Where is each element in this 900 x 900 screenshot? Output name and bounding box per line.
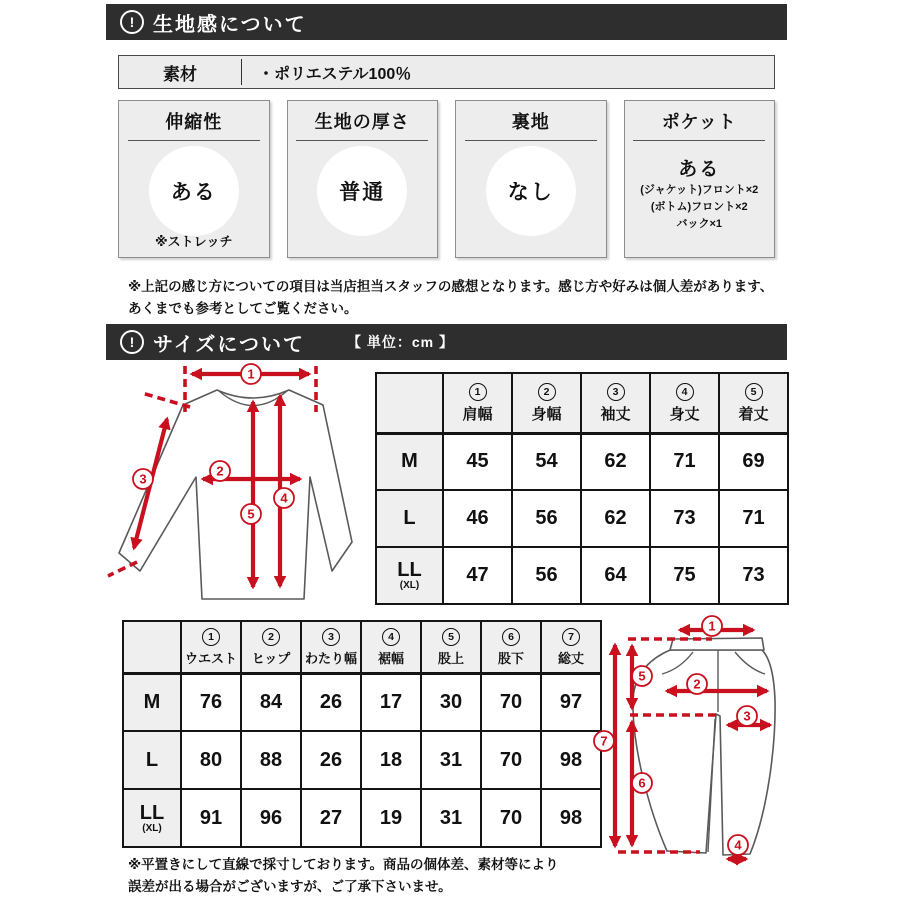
feature-value-circle: 普通 bbox=[317, 146, 407, 236]
measure-label-5 bbox=[632, 666, 652, 686]
measure-label-2 bbox=[210, 461, 230, 481]
measure-label-4 bbox=[728, 835, 748, 855]
corner-cell bbox=[376, 373, 443, 433]
value-cell: 73 bbox=[719, 547, 788, 604]
value-cell: 91 bbox=[181, 789, 241, 847]
value-cell: 54 bbox=[512, 433, 581, 490]
value-cell: 64 bbox=[581, 547, 650, 604]
col-header: 2 ヒップ bbox=[241, 621, 301, 673]
table-row bbox=[123, 731, 601, 789]
feature-underline bbox=[465, 140, 597, 141]
col-header: 1 肩幅 bbox=[443, 373, 512, 433]
value-cell: 27 bbox=[301, 789, 361, 847]
value-cell: 69 bbox=[719, 433, 788, 490]
fabric-section-title: 生地感について bbox=[153, 13, 307, 36]
size-section-title: サイズについて bbox=[153, 333, 305, 356]
fabric-section-header bbox=[106, 4, 787, 40]
pocket-value: ある bbox=[678, 159, 721, 180]
value-cell: 62 bbox=[581, 490, 650, 547]
feature-note: ※ストレッチ bbox=[154, 234, 233, 249]
table-header-row bbox=[123, 621, 601, 673]
measure-label-7 bbox=[594, 731, 614, 751]
measuring-disclaimer bbox=[128, 854, 559, 897]
value-cell: 75 bbox=[650, 547, 719, 604]
feature-title: ポケット bbox=[661, 112, 737, 132]
size-label-cell: LL (XL) bbox=[123, 789, 181, 847]
measure-label-6 bbox=[632, 773, 652, 793]
feature-box-lining bbox=[455, 100, 607, 258]
measure-label-2 bbox=[687, 674, 707, 694]
value-cell: 76 bbox=[181, 673, 241, 731]
col-header: 4 身丈 bbox=[650, 373, 719, 433]
measure-label-3 bbox=[133, 469, 153, 489]
col-header: 5 股上 bbox=[421, 621, 481, 673]
size-label-cell: L bbox=[123, 731, 181, 789]
feature-underline bbox=[128, 140, 260, 141]
alert-circle-icon bbox=[120, 330, 144, 354]
svg-text:2: 2 bbox=[216, 463, 224, 479]
value-cell: 46 bbox=[443, 490, 512, 547]
value-cell: 98 bbox=[541, 731, 601, 789]
svg-text:4: 4 bbox=[280, 490, 288, 506]
measuring-disclaimer-line1: ※平置きにして直線で採寸しております。商品の個体差、素材等により bbox=[128, 857, 559, 872]
fabric-disclaimer-line2: あくまでも参考としてご覧ください。 bbox=[128, 300, 358, 316]
material-row bbox=[118, 55, 775, 89]
pocket-detail-line: バック×1 bbox=[676, 218, 723, 231]
table-row bbox=[123, 673, 601, 731]
value-cell: 62 bbox=[581, 433, 650, 490]
table-header-row bbox=[376, 373, 788, 433]
feature-box-thickness bbox=[287, 100, 439, 258]
table-row bbox=[376, 547, 788, 604]
value-cell: 71 bbox=[650, 433, 719, 490]
measure-label-3 bbox=[737, 706, 757, 726]
material-value: ・ポリエステル100％ bbox=[258, 65, 412, 83]
col-header: 2 身幅 bbox=[512, 373, 581, 433]
svg-text:2: 2 bbox=[693, 676, 701, 692]
col-header: 3 袖丈 bbox=[581, 373, 650, 433]
col-header: 4 裾幅 bbox=[361, 621, 421, 673]
value-cell: 17 bbox=[361, 673, 421, 731]
measure-label-1 bbox=[702, 616, 722, 636]
feature-title: 生地の厚さ bbox=[314, 112, 410, 132]
size-section-header bbox=[106, 324, 787, 360]
feature-underline bbox=[633, 140, 765, 141]
pants-size-table bbox=[122, 620, 602, 848]
pocket-details bbox=[625, 182, 775, 233]
svg-text:3: 3 bbox=[139, 471, 147, 487]
fabric-disclaimer bbox=[128, 276, 773, 319]
measure-label-4 bbox=[274, 488, 294, 508]
value-cell: 31 bbox=[421, 731, 481, 789]
value-cell: 31 bbox=[421, 789, 481, 847]
col-header: 5 着丈 bbox=[719, 373, 788, 433]
col-header: 1 ウエスト bbox=[181, 621, 241, 673]
corner-cell bbox=[123, 621, 181, 673]
alert-circle-icon bbox=[120, 10, 144, 34]
value-cell: 18 bbox=[361, 731, 421, 789]
value-cell: 70 bbox=[481, 789, 541, 847]
fabric-disclaimer-line1: ※上記の感じ方についての項目は当店担当スタッフの感想となります。感じ方や好みは個人差があります、 bbox=[128, 279, 774, 294]
feature-title: 伸縮性 bbox=[165, 112, 223, 132]
pocket-detail-line: (ボトム)フロント×2 bbox=[650, 201, 748, 214]
value-cell: 97 bbox=[541, 673, 601, 731]
value-cell: 96 bbox=[241, 789, 301, 847]
svg-text:1: 1 bbox=[708, 618, 716, 634]
svg-text:6: 6 bbox=[638, 775, 646, 791]
jacket-measure-diagram bbox=[105, 362, 375, 610]
value-cell: 26 bbox=[301, 731, 361, 789]
size-label-cell: LL (XL) bbox=[376, 547, 443, 604]
svg-text:4: 4 bbox=[734, 837, 742, 853]
value-cell: 71 bbox=[719, 490, 788, 547]
size-label-cell: L bbox=[376, 490, 443, 547]
value-cell: 70 bbox=[481, 673, 541, 731]
material-label: 素材 bbox=[163, 64, 197, 84]
svg-text:5: 5 bbox=[638, 668, 646, 684]
value-cell: 84 bbox=[241, 673, 301, 731]
pants-measure-diagram bbox=[590, 612, 810, 887]
size-label-cell: M bbox=[123, 673, 181, 731]
feature-box-pocket bbox=[624, 100, 776, 258]
jacket-size-table bbox=[375, 372, 789, 605]
feature-value-circle: ある bbox=[149, 146, 239, 236]
feature-value-circle: なし bbox=[486, 146, 576, 236]
value-cell: 45 bbox=[443, 433, 512, 490]
svg-text:3: 3 bbox=[743, 708, 751, 724]
value-cell: 30 bbox=[421, 673, 481, 731]
value-cell: 88 bbox=[241, 731, 301, 789]
svg-text:1: 1 bbox=[247, 366, 255, 382]
unit-label: 【 単位：cm 】 bbox=[347, 334, 455, 350]
col-header: 3 わたり幅 bbox=[301, 621, 361, 673]
measure-label-5 bbox=[241, 504, 261, 524]
feature-box-stretch bbox=[118, 100, 270, 258]
value-cell: 80 bbox=[181, 731, 241, 789]
svg-text:5: 5 bbox=[247, 506, 255, 522]
col-header: 7 総丈 bbox=[541, 621, 601, 673]
col-header: 6 股下 bbox=[481, 621, 541, 673]
feature-title: 裏地 bbox=[511, 112, 550, 132]
measuring-disclaimer-line2: 誤差が出る場合がございますが、ご了承下さいませ。 bbox=[128, 878, 452, 894]
size-label-cell: M bbox=[376, 433, 443, 490]
value-cell: 26 bbox=[301, 673, 361, 731]
value-cell: 56 bbox=[512, 547, 581, 604]
value-cell: 47 bbox=[443, 547, 512, 604]
table-row bbox=[376, 433, 788, 490]
table-row bbox=[376, 490, 788, 547]
measure-label-1 bbox=[241, 364, 261, 384]
feature-underline bbox=[296, 140, 428, 141]
value-cell: 19 bbox=[361, 789, 421, 847]
value-cell: 98 bbox=[541, 789, 601, 847]
pocket-detail-line: (ジャケット)フロント×2 bbox=[640, 184, 759, 196]
table-row bbox=[123, 789, 601, 847]
value-cell: 73 bbox=[650, 490, 719, 547]
feature-boxes-row bbox=[118, 100, 775, 258]
value-cell: 70 bbox=[481, 731, 541, 789]
shirt-outline bbox=[119, 390, 352, 599]
value-cell: 56 bbox=[512, 490, 581, 547]
svg-text:7: 7 bbox=[600, 733, 608, 749]
